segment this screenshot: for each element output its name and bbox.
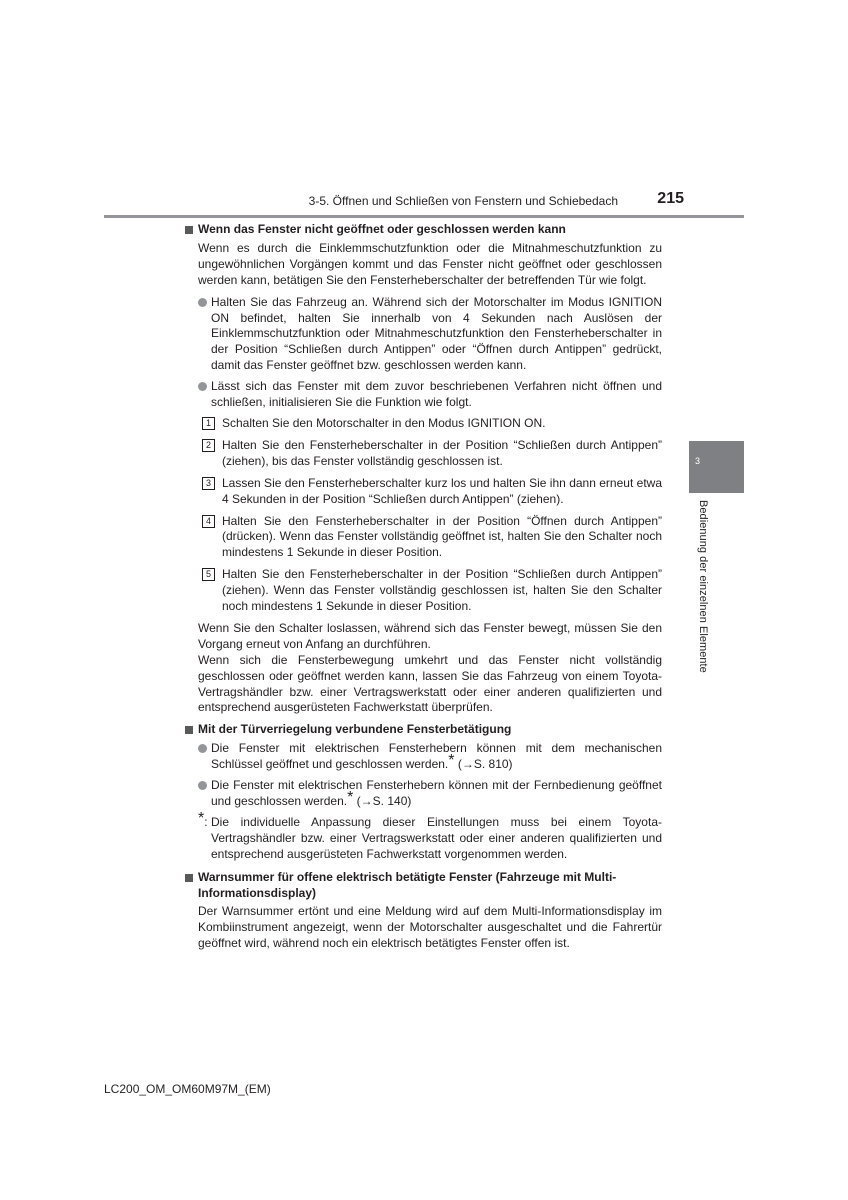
step-text: Halten Sie den Fensterheberschalter in der Position “Schließen durch Antippen” (ziehen), bis das Fenster vollständig geschlossen ist.	[222, 437, 662, 468]
bullet-text: Halten Sie das Fahrzeug an. Während sich der Motorschalter im Modus IGNITION ON befindet, halten Sie innerhalb von 4 Sekunden nach Auslösen der Einklemmschutzfunktion oder Mitnahmeschutzfunktion den Fensterheberschalter in der Position “Schließen durch Antippen” oder “Öffnen durch Antippen” gedrückt, damit das Fenster geöffnet bzw. geschlossen werden kann.	[211, 294, 662, 373]
step-number: 2	[202, 439, 215, 452]
bullet-text: Die Fenster mit elektrischen Fensterhebern können mit dem mechanischen Schlüssel geöffnet und geschlossen werden.	[211, 741, 662, 772]
step-item	[202, 514, 662, 562]
bullet-text: Lässt sich das Fenster mit dem zuvor beschriebenen Verfahren nicht öffnen und schließen, initialisieren Sie die Funktion wie folgt.	[211, 379, 662, 410]
bullet-item	[198, 778, 662, 810]
footnote	[198, 809, 662, 863]
section-heading	[185, 222, 662, 238]
page-reference: (→S. 810)	[457, 757, 513, 772]
square-bullet-icon	[185, 726, 193, 734]
step-number: 5	[202, 568, 215, 581]
footnote-star: *	[347, 789, 354, 806]
page-number: 215	[657, 190, 684, 207]
page-reference: (→S. 140)	[356, 794, 412, 808]
circle-bullet-icon	[198, 382, 207, 391]
bullet-item	[198, 295, 662, 375]
step-item	[202, 567, 662, 615]
step-text: Halten Sie den Fensterheberschalter in der Position “Schließen durch Antippen” (ziehen). Wenn das Fenster vollständig geschlossen ist, halten Sie den Schalter noch mindestens 1 Sekunde in dieser Position.	[222, 567, 662, 614]
page-content	[185, 222, 662, 958]
section-heading-text: Wenn das Fenster nicht geöffnet oder geschlossen werden kann	[198, 222, 566, 236]
chapter-tab-number: 3	[695, 456, 701, 466]
circle-bullet-icon	[198, 781, 207, 790]
step-text: Schalten Sie den Motorschalter in den Modus IGNITION ON.	[222, 415, 546, 430]
chapter-tab-label: Bedienung der einzelnen Elemente	[697, 500, 709, 673]
circle-bullet-icon	[198, 744, 207, 753]
footnote-text: Die individuelle Anpassung dieser Einstellungen muss bei einem Toyota-Vertragshändler bzw. einer Vertragswerkstatt oder einer anderen qualifizierten und entsprechend ausgerüsteten Fachwerkstatt vorgenommen werden.	[211, 814, 662, 861]
step-item	[202, 416, 662, 432]
footnote-star: *	[198, 809, 205, 827]
paragraph: Wenn Sie den Schalter loslassen, während sich das Fenster bewegt, müssen Sie den Vorgang erneut von Anfang an durchführen.	[198, 620, 662, 651]
document-code: LC200_OM_OM60M97M_(EM)	[104, 1082, 271, 1096]
chapter-tab	[689, 441, 744, 493]
square-bullet-icon	[185, 874, 193, 882]
circle-bullet-icon	[198, 298, 207, 307]
step-text: Lassen Sie den Fensterheberschalter kurz los und halten Sie ihn dann erneut etwa 4 Sekunden in der Position “Schließen durch Antippen” (ziehen).	[222, 475, 662, 506]
square-bullet-icon	[185, 226, 193, 234]
step-text: Halten Sie den Fensterheberschalter in der Position “Öffnen durch Antippen” (drücken). Wenn das Fenster vollständig geöffnet ist, halten Sie den Schalter noch mindestens 1 Sekunde in dieser Position.	[222, 513, 662, 560]
section-heading-text: Warnsummer für offene elektrisch betätigte Fenster (Fahrzeuge mit Multi-Informationsdisplay)	[198, 869, 617, 900]
paragraph: Der Warnsummer ertönt und eine Meldung wird auf dem Multi-Informationsdisplay im Kombiinstrument angezeigt, wenn der Motorschalter ausgeschaltet und die Fahrertür geöffnet wird, während noch ein elektrisch betätigtes Fenster offen ist.	[198, 904, 662, 951]
bullet-item	[198, 379, 662, 411]
step-number: 1	[202, 417, 215, 430]
bullet-item	[198, 741, 662, 773]
step-number: 4	[202, 515, 215, 528]
paragraph: Wenn es durch die Einklemmschutzfunktion oder die Mitnahmeschutzfunktion zu ungewöhnlichen Vorgängen kommt und das Fenster nicht geöffnet oder geschlossen werden kann, betätigen Sie den Fensterheberschalter der betreffenden Tür wie folgt.	[198, 240, 662, 287]
bullet-text: Die Fenster mit elektrischen Fensterhebern können mit der Fernbedienung geöffnet und geschlossen werden.	[211, 778, 662, 808]
section-heading	[185, 870, 662, 902]
footnote-colon: :	[204, 814, 208, 829]
paragraph: Wenn sich die Fensterbewegung umkehrt und das Fenster nicht vollständig geschlossen oder geöffnet werden kann, lassen Sie das Fahrzeug von einem Toyota-Vertragshändler bzw. einer Vertragswerkstatt oder einer anderen qualifizierten und entsprechend ausgerüsteten Fachwerkstatt überprüfen.	[198, 652, 662, 715]
header-rule	[104, 215, 744, 218]
section-heading	[185, 722, 662, 738]
footnote-star: *	[448, 752, 455, 770]
step-number: 3	[202, 477, 215, 490]
chapter-title: 3-5. Öffnen und Schließen von Fenstern und Schiebedach	[308, 194, 618, 208]
footnote-marker	[198, 809, 208, 831]
step-item	[202, 438, 662, 470]
step-item	[202, 476, 662, 508]
section-heading-text: Mit der Türverriegelung verbundene Fensterbetätigung	[198, 722, 512, 737]
